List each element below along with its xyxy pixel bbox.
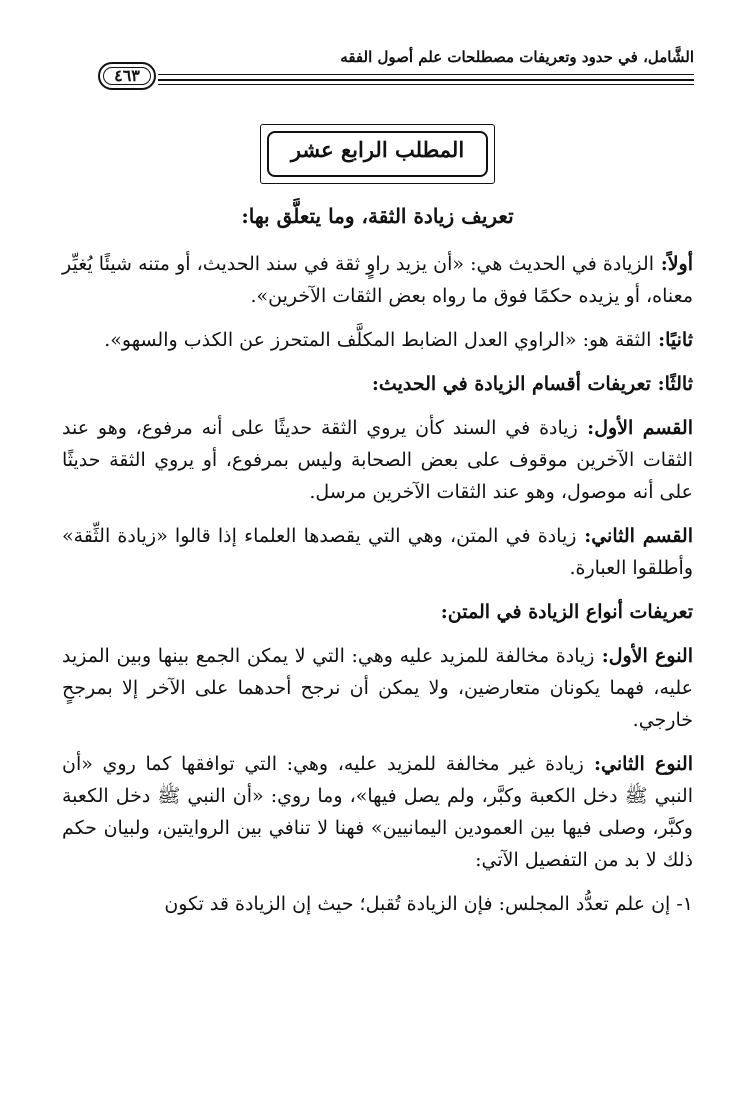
paragraph-text: زيادة في السند كأن يروي الثقة حديثًا على أنه مرفوع، وهو عند الثقات الآخرين موقوف على بعض الصحابة وليس بمرفوع، أو يروي الثقة حديثًا على أنه موصول، وهو عند الثقات الآخرين مرسل. — [62, 417, 693, 503]
section-title: المطلب الرابع عشر — [290, 137, 465, 162]
header-rule — [158, 84, 694, 85]
paragraph-types-heading: تعريفات أنواع الزيادة في المتن: — [440, 601, 693, 623]
header-rule — [158, 79, 694, 81]
section-title-box — [260, 124, 495, 184]
paragraph-lead: القسم الأول: — [577, 417, 693, 439]
paragraph-lead: ثانيًا: — [651, 329, 693, 351]
paragraph-first — [62, 248, 693, 312]
paragraph-lead: النوع الثاني: — [583, 753, 693, 775]
paragraph-text: الزيادة في الحديث هي: «أن يزيد راوٍ ثقة في سند الحديث، أو متنه شيئًا يُغيِّر معناه، أو يزيده حكمًا فوق ما رواه بعض الثقات الآخرين». — [62, 253, 693, 307]
paragraph-lead: النوع الأول: — [594, 645, 693, 667]
page-number: ٤٦٣ — [114, 66, 140, 85]
paragraph-lead: أولاً: — [653, 253, 693, 275]
paragraph-text: زيادة مخالفة للمزيد عليه وهي: التي لا يمكن الجمع بينها وبين المزيد عليه، فهما يكونان متعارضين، ولا يمكن أن نرجح أحدهما على الآخر إلا بمرجحٍ خارجي. — [62, 645, 693, 731]
paragraph-type-two — [62, 748, 693, 876]
paragraph-text: الثقة هو: «الراوي العدل الضابط المكلَّف المتحرز عن الكذب والسهو». — [104, 329, 652, 351]
paragraph-text: زيادة غير مخالفة للمزيد عليه، وهي: التي توافقها كما روي «أن النبي ﷺ دخل الكعبة وكبَّر، ولم يصل فيها»، وما روي: «أن النبي ﷺ دخل الكعبة وكبَّر، وصلى فيها بين العمودين اليمانيين» فهنا لا تنافي بين الروايتين، ولبيان حكم ذلك لا بد من التفصيل الآتي: — [62, 753, 693, 871]
paragraph-section-one — [62, 412, 693, 508]
book-title: الشَّامل، في حدود وتعريفات مصطلحات علم أصول الفقه — [340, 48, 694, 66]
page-number-frame — [98, 62, 156, 90]
subheading: تعريف زيادة الثقة، وما يتعلَّق بها: — [241, 204, 514, 228]
paragraph-lead: القسم الثاني: — [576, 525, 693, 547]
running-header — [62, 48, 694, 90]
paragraph-numbered-item: ١- إن علم تعدُّد المجلس: فإن الزيادة تُقبل؛ حيث إن الزيادة قد تكون — [164, 893, 693, 915]
header-rule — [158, 74, 694, 75]
body-text — [62, 200, 693, 932]
paragraph-third-heading: ثالثًا: تعريفات أقسام الزيادة في الحديث: — [371, 373, 693, 395]
paragraph-text: زيادة في المتن، وهي التي يقصدها العلماء إذا قالوا «زيادة الثِّقة» وأطلقوا العبارة. — [62, 525, 693, 579]
paragraph-type-one — [62, 640, 693, 736]
paragraph-second — [62, 324, 693, 356]
paragraph-section-two — [62, 520, 693, 584]
